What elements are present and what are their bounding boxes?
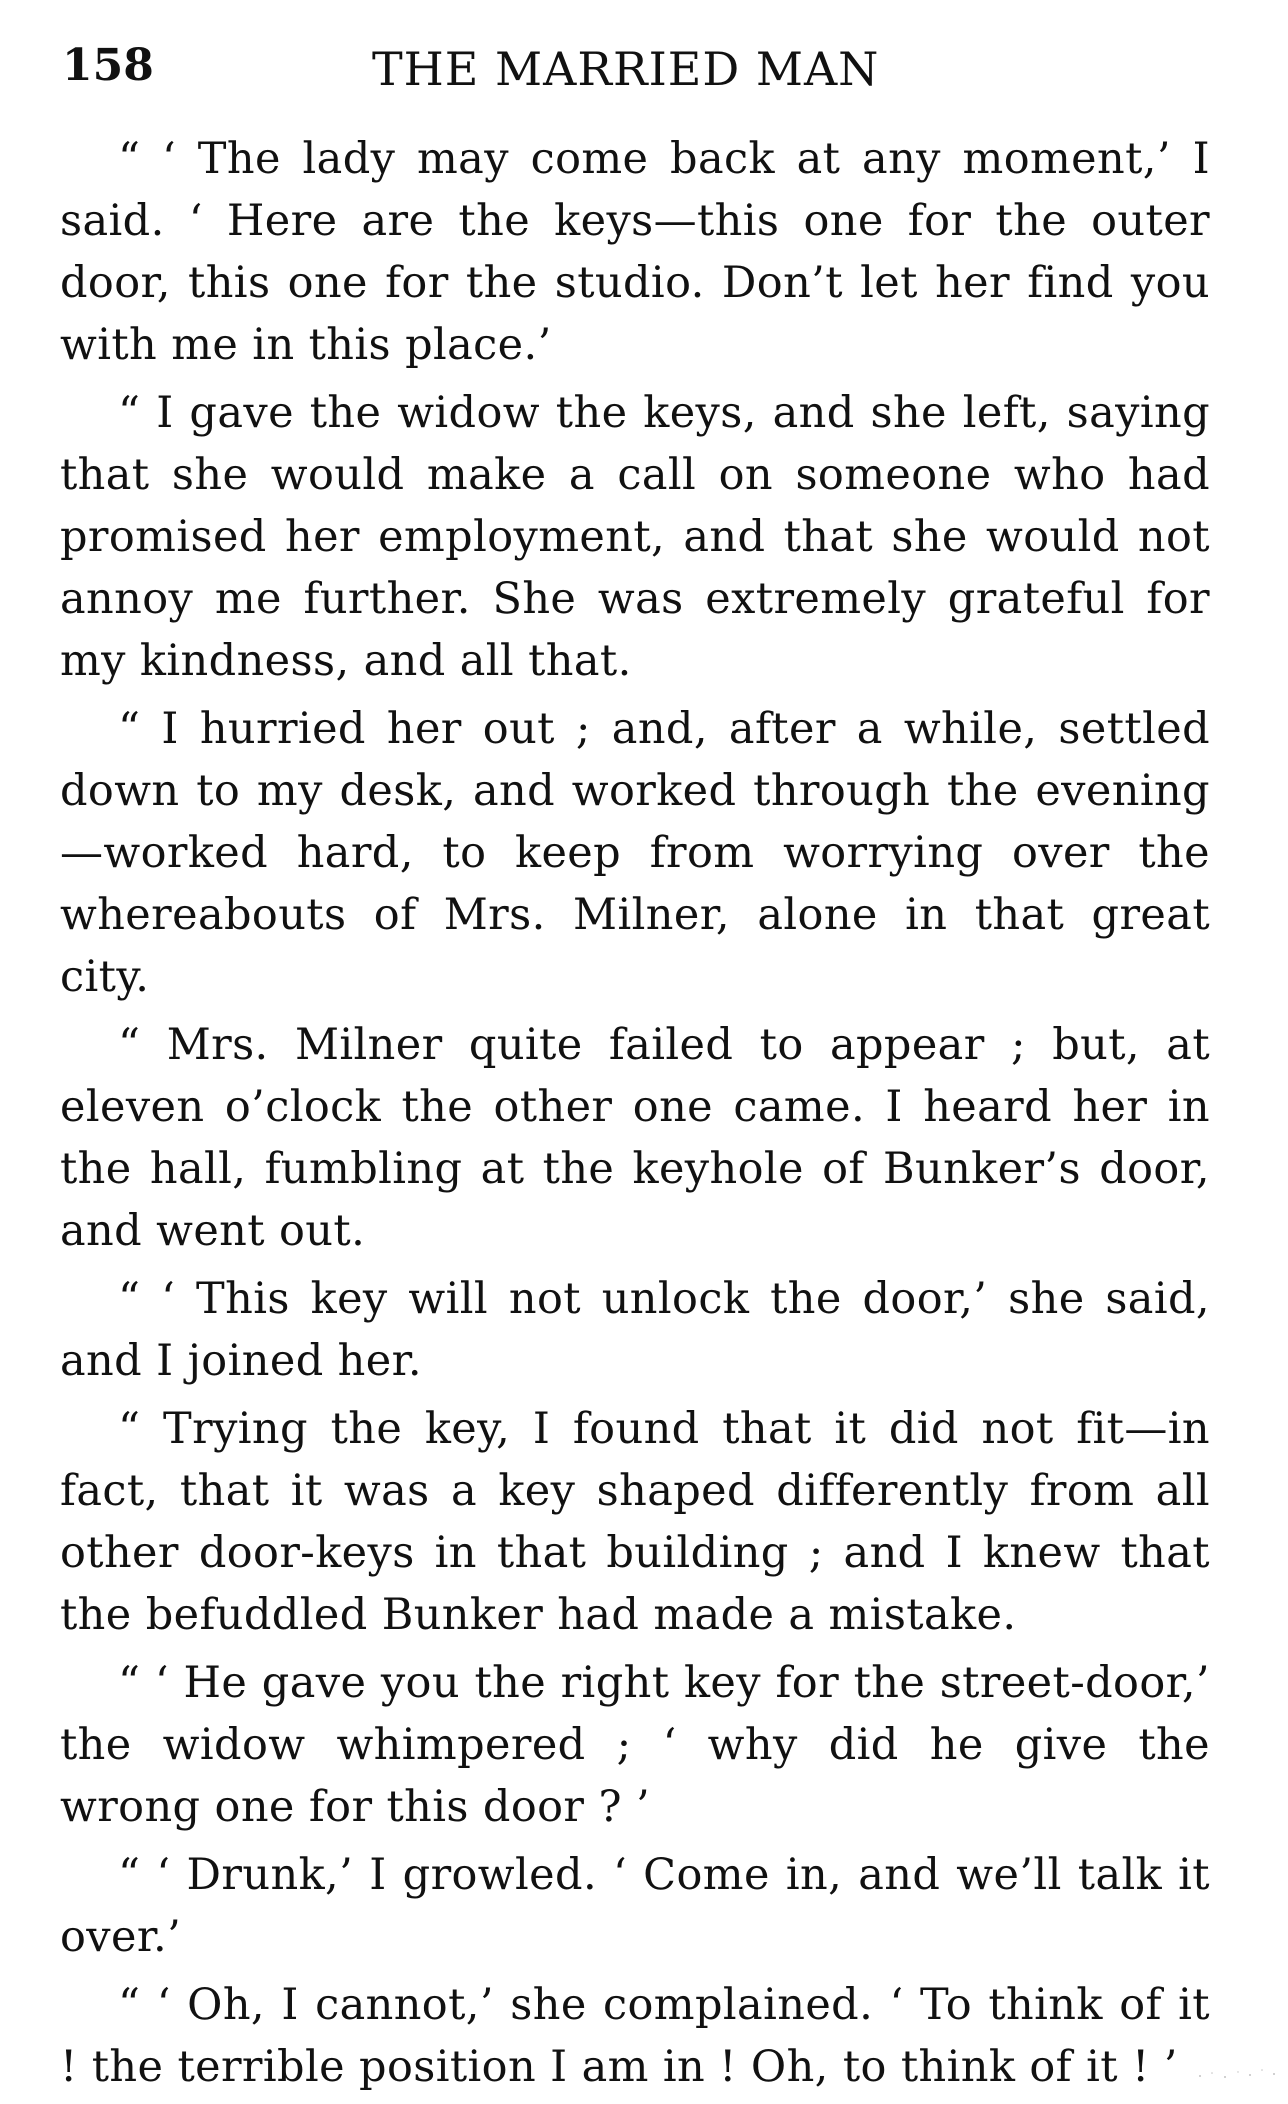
paragraph: “ ‘ The lady may come back at any moment,’ I said. ‘ Here are the keys—this one for the outer door, this one for the studio. Don’t let her find you with me in this place.’ bbox=[60, 134, 1210, 370]
running-head bbox=[62, 40, 1212, 100]
paragraph: “ ‘ This key will not unlock the door,’ she said, and I joined her. bbox=[60, 1274, 1210, 1386]
page-number: 158 bbox=[62, 40, 154, 91]
paragraph: “ I gave the widow the keys, and she left, saying that she would make a call on someone who had promised her employment, and that she would not annoy me further. She was extremely grateful for my kindness, and all that. bbox=[60, 388, 1210, 686]
paragraph: “ Mrs. Milner quite failed to appear ; but, at eleven o’clock the other one came. I heard her in the hall, fumbling at the keyhole of Bunker’s door, and went out. bbox=[60, 1020, 1210, 1256]
running-title: THE MARRIED MAN bbox=[372, 42, 880, 96]
paragraph: “ ‘ Drunk,’ I growled. ‘ Come in, and we’ll talk it over.’ bbox=[60, 1850, 1210, 1962]
paragraph: “ ‘ He gave you the right key for the street-door,’ the widow whimpered ; ‘ why did he give the wrong one for this door ? ’ bbox=[60, 1658, 1210, 1832]
paper-speckle bbox=[1190, 2064, 1280, 2080]
paragraph: “ I hurried her out ; and, after a while, settled down to my desk, and worked through the evening—worked hard, to keep from worrying over the whereabouts of Mrs. Milner, alone in that great city. bbox=[60, 704, 1210, 1002]
body-text bbox=[60, 128, 1210, 2104]
paragraph: “ ‘ Oh, I cannot,’ she complained. ‘ To think of it ! the terrible position I am in ! Oh, to think of it ! ’ bbox=[60, 1980, 1210, 2092]
paragraph: “ Trying the key, I found that it did not fit—in fact, that it was a key shaped differently from all other door-keys in that building ; and I knew that the befuddled Bunker had made a mistake. bbox=[60, 1404, 1210, 1640]
